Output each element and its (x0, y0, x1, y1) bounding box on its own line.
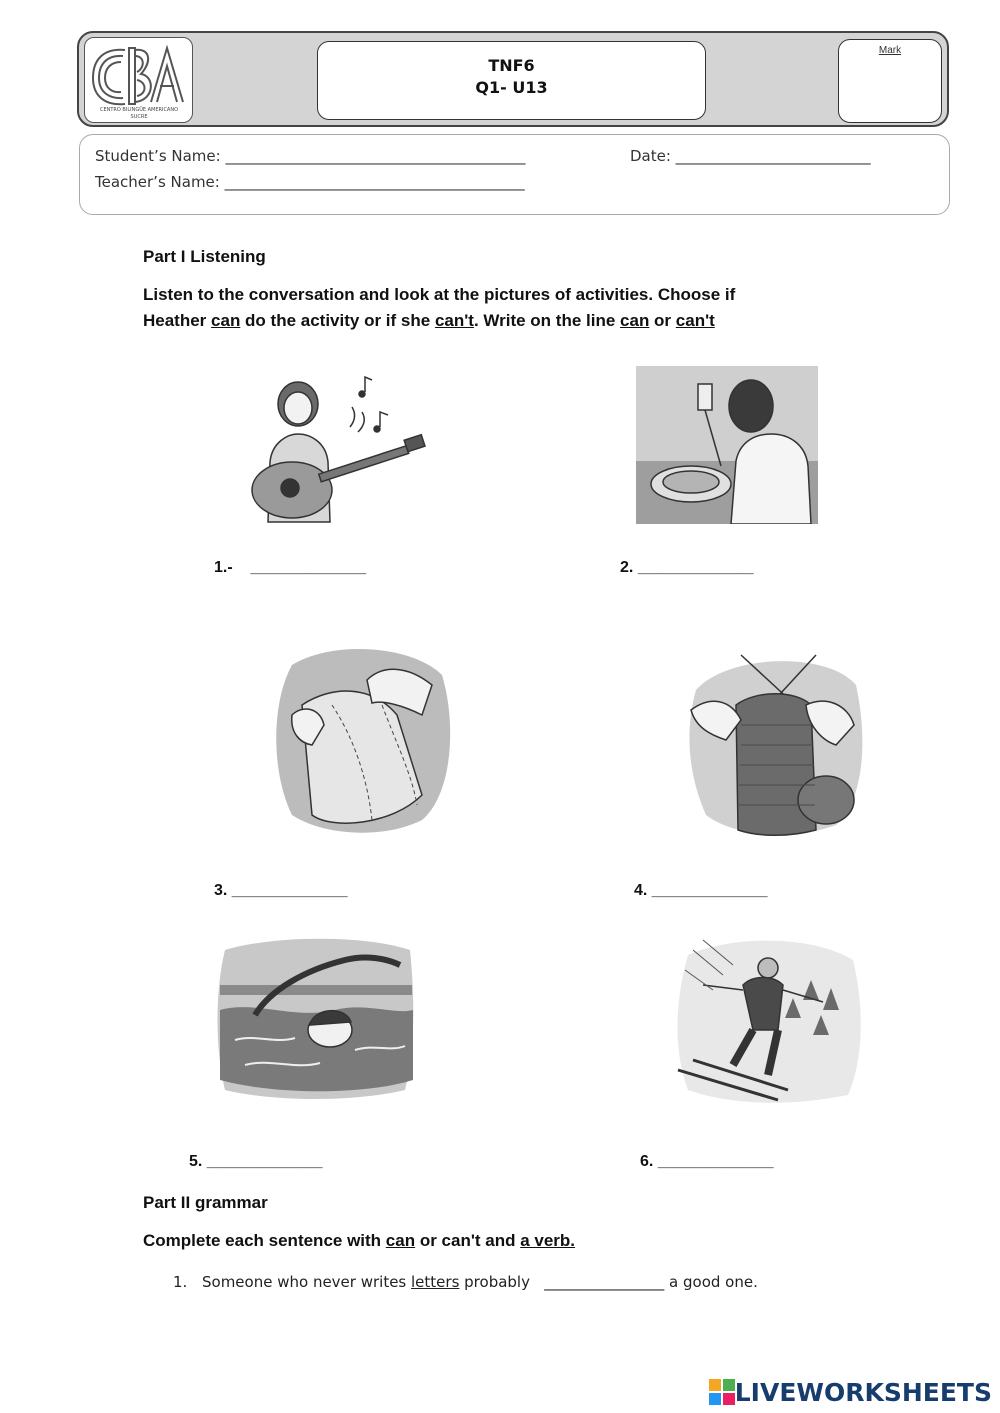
mark-box[interactable] (838, 39, 942, 123)
liveworksheets-watermark[interactable] (709, 1377, 992, 1407)
sentence-1[interactable]: Someone who never writes letters probably ________________ a good one. (202, 1273, 758, 1291)
part2-instruction: Complete each sentence with can or can't and a verb. (143, 1231, 576, 1250)
part1-instruction-line2: Heather can do the activity or if she can't. Write on the line can or can't (143, 311, 715, 330)
knitting-picture (686, 650, 866, 843)
answer-line-5[interactable]: 5. _____________ (189, 1153, 323, 1170)
school-logo (84, 37, 193, 123)
sewing-picture (272, 645, 454, 840)
answer-line-2[interactable]: 2. _____________ (620, 559, 754, 576)
date-field[interactable]: Date: __________________________ (630, 147, 871, 165)
mark-label: Mark (878, 45, 902, 56)
worksheet-code: TNF6 (488, 56, 535, 75)
svg-text:SUCRE: SUCRE (130, 114, 148, 120)
swimming-picture (215, 930, 415, 1107)
liveworksheets-logo-icon (709, 1379, 735, 1405)
answer-line-3[interactable]: 3. _____________ (214, 882, 348, 899)
svg-text:CENTRO BILINGÜE AMERICANO: CENTRO BILINGÜE AMERICANO (99, 107, 179, 113)
answer-line-6[interactable]: 6. _____________ (640, 1153, 774, 1170)
worksheet-title-box (317, 41, 706, 120)
teacher-name-field[interactable]: Teacher’s Name: ________________________________________ (95, 173, 525, 191)
cooking-picture (636, 366, 818, 529)
skiing-picture (673, 930, 863, 1111)
guitar-picture (240, 372, 430, 532)
sentence-1-number: 1. (173, 1273, 188, 1291)
answer-line-1[interactable]: 1.- _____________ (214, 559, 367, 576)
watermark-text: LIVEWORKSHEETS (734, 1377, 992, 1407)
student-name-field[interactable]: Student’s Name: ________________________________________ (95, 147, 526, 165)
part2-heading: Part II grammar (143, 1193, 268, 1212)
part1-instruction-line1: Listen to the conversation and look at the pictures of activities. Choose if (143, 285, 736, 304)
part1-heading: Part I Listening (143, 247, 266, 266)
answer-line-4[interactable]: 4. _____________ (634, 882, 768, 899)
worksheet-unit: Q1- U13 (475, 78, 548, 97)
